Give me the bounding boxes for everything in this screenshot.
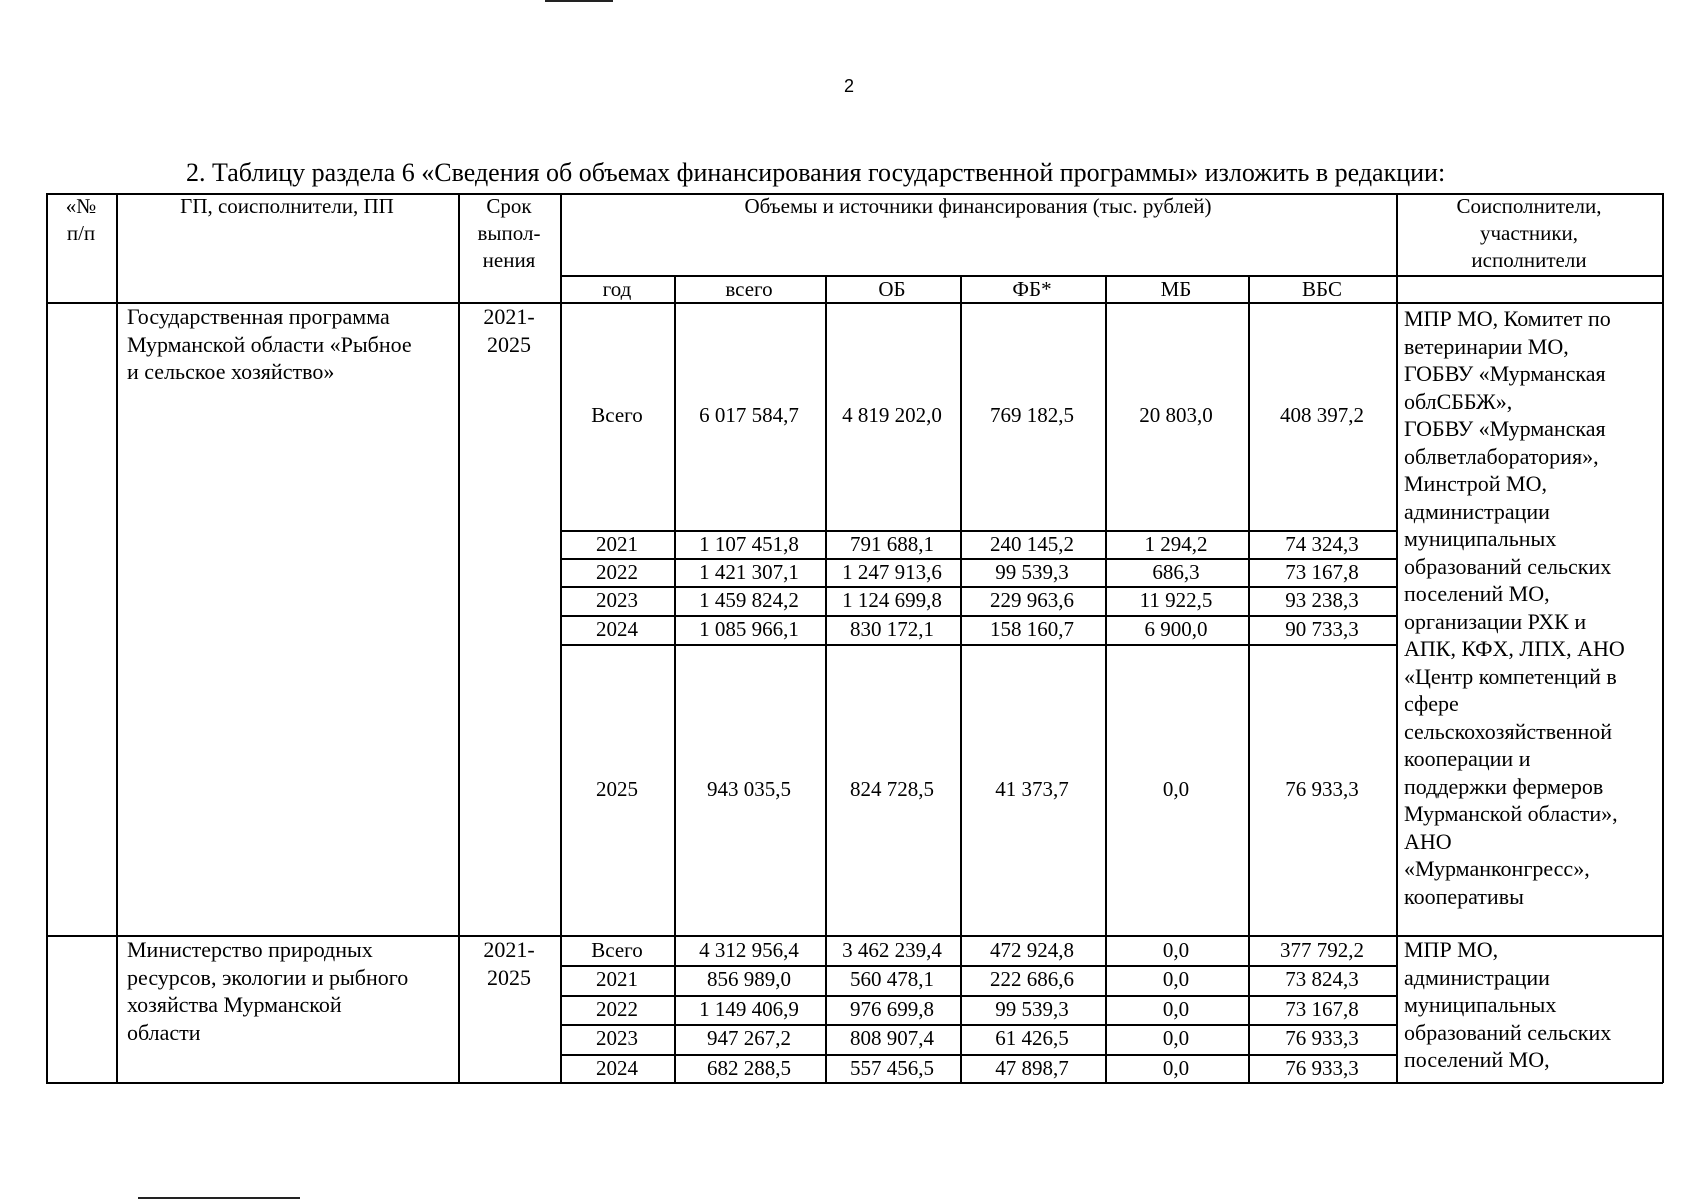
table-cell-ob: 824 728,5 <box>850 777 934 801</box>
header-mb: МБ <box>1160 277 1192 301</box>
table-cell-mb: 0,0 <box>1162 777 1190 801</box>
header-ob: ОБ <box>878 277 906 301</box>
table-cell-fb: 222 686,6 <box>990 967 1074 991</box>
table-cell-vbs: 76 933,3 <box>1285 777 1359 801</box>
table-cell-vbs: 408 397,2 <box>1280 403 1364 427</box>
table-cell-year: 2023 <box>596 1026 638 1050</box>
table-cell-ob: 830 172,1 <box>850 617 934 641</box>
table-cell-vbs: 73 824,3 <box>1285 967 1359 991</box>
table-cell-ob: 557 456,5 <box>850 1056 934 1080</box>
table-cell-ob: 4 819 202,0 <box>842 403 942 427</box>
table-cell-mb: 0,0 <box>1162 967 1190 991</box>
table-cell-mb: 0,0 <box>1162 1026 1190 1050</box>
table-cell-year: Всего <box>591 403 643 427</box>
table-cell-fb: 99 539,3 <box>995 560 1069 584</box>
table-cell-vbs: 74 324,3 <box>1285 532 1359 556</box>
table-cell-fb: 472 924,8 <box>990 938 1074 962</box>
table-cell-total: 943 035,5 <box>707 777 791 801</box>
table-cell-year: 2021 <box>596 532 638 556</box>
table-cell-mb: 11 922,5 <box>1139 588 1213 612</box>
table-cell-vbs: 73 167,8 <box>1285 560 1359 584</box>
table-cell-fb: 229 963,6 <box>990 588 1074 612</box>
table-cell-year: 2022 <box>596 560 638 584</box>
table-cell-fb: 61 426,5 <box>995 1026 1069 1050</box>
scan-line-top <box>545 0 613 2</box>
header-gp: ГП, соисполнители, ПП <box>180 194 394 218</box>
table-cell-vbs: 90 733,3 <box>1285 617 1359 641</box>
header-volumes: Объемы и источники финансирования (тыс. рублей) <box>744 194 1212 218</box>
intro-paragraph: 2. Таблицу раздела 6 «Сведения об объемах финансирования государственной программы» изложить в редакции: <box>186 158 1446 187</box>
table-cell-mb: 6 900,0 <box>1144 617 1208 641</box>
table-cell-ob: 3 462 239,4 <box>842 938 942 962</box>
table-cell-ob: 560 478,1 <box>850 967 934 991</box>
table-cell-total: 4 312 956,4 <box>699 938 799 962</box>
table-cell-total: 1 107 451,8 <box>699 532 799 556</box>
program-term: 2021- 2025 <box>483 304 535 357</box>
header-year: год <box>602 277 632 301</box>
table-cell-total: 1 421 307,1 <box>699 560 799 584</box>
table-cell-fb: 99 539,3 <box>995 997 1069 1021</box>
table-cell-ob: 808 907,4 <box>850 1026 934 1050</box>
header-vbs: ВБС <box>1302 277 1342 301</box>
table-cell-year: 2022 <box>596 997 638 1021</box>
table-cell-mb: 0,0 <box>1162 938 1190 962</box>
table-cell-mb: 20 803,0 <box>1139 403 1213 427</box>
table-cell-total: 856 989,0 <box>707 967 791 991</box>
table-cell-vbs: 377 792,2 <box>1280 938 1364 962</box>
table-cell-vbs: 73 167,8 <box>1285 997 1359 1021</box>
table-cell-fb: 47 898,7 <box>995 1056 1069 1080</box>
table-cell-ob: 1 247 913,6 <box>842 560 942 584</box>
header-num: «№ п/п <box>65 194 97 245</box>
table-cell-total: 682 288,5 <box>707 1056 791 1080</box>
scan-line-bottom <box>138 1197 300 1199</box>
table-cell-year: 2024 <box>596 1056 638 1080</box>
table-cell-vbs: 76 933,3 <box>1285 1056 1359 1080</box>
program-name: Государственная программа Мурманской области «Рыбное и сельское хозяйство» <box>127 304 412 384</box>
page-number: 2 <box>843 76 854 96</box>
table-cell-total: 1 085 966,1 <box>699 617 799 641</box>
table-cell-total: 1 459 824,2 <box>699 588 799 612</box>
header-coexecutors: Соисполнители, участники, исполнители <box>1456 194 1602 272</box>
table-cell-year: 2021 <box>596 967 638 991</box>
table-cell-year: 2025 <box>596 777 638 801</box>
header-term: Срок выпол- нения <box>477 194 541 272</box>
ministry-name: Министерство природных ресурсов, экологии и рыбного хозяйства Мурманской области <box>127 937 409 1045</box>
table-cell-vbs: 93 238,3 <box>1285 588 1359 612</box>
ministry-term: 2021- 2025 <box>483 937 535 990</box>
table-cell-total: 6 017 584,7 <box>699 403 799 427</box>
table-cell-year: Всего <box>591 938 643 962</box>
table-cell-total: 947 267,2 <box>707 1026 791 1050</box>
header-total: всего <box>725 277 773 301</box>
table-cell-total: 1 149 406,9 <box>699 997 799 1021</box>
table-cell-ob: 791 688,1 <box>850 532 934 556</box>
table-cell-year: 2024 <box>596 617 638 641</box>
table-cell-fb: 240 145,2 <box>990 532 1074 556</box>
table-cell-ob: 1 124 699,8 <box>842 588 942 612</box>
table-cell-year: 2023 <box>596 588 638 612</box>
table-cell-fb: 41 373,7 <box>995 777 1069 801</box>
table-cell-vbs: 76 933,3 <box>1285 1026 1359 1050</box>
ministry-coexecutors: МПР МО, администрации муниципальных образований сельских поселений МО, <box>1404 937 1612 1072</box>
table-cell-mb: 0,0 <box>1162 997 1190 1021</box>
header-fb: ФБ* <box>1012 277 1052 301</box>
table-cell-fb: 769 182,5 <box>990 403 1074 427</box>
program-coexecutors: МПР МО, Комитет по ветеринарии МО, ГОБВУ «Мурманская облСББЖ», ГОБВУ «Мурманская облветлаборатория», Минстрой МО, администрации муниципальных образований сельских поселений МО, организации РХК и АПК, КФХ, ЛПХ, АНО «Центр компетенций в сфере сельскохозяйственной кооперации и поддержки фермеров Мурманской области», АНО «Мурманконгресс», кооперативы <box>1404 306 1625 909</box>
table-cell-ob: 976 699,8 <box>850 997 934 1021</box>
table-cell-mb: 0,0 <box>1162 1056 1190 1080</box>
table-cell-fb: 158 160,7 <box>990 617 1074 641</box>
table-cell-mb: 686,3 <box>1152 560 1200 584</box>
table-cell-mb: 1 294,2 <box>1144 532 1208 556</box>
